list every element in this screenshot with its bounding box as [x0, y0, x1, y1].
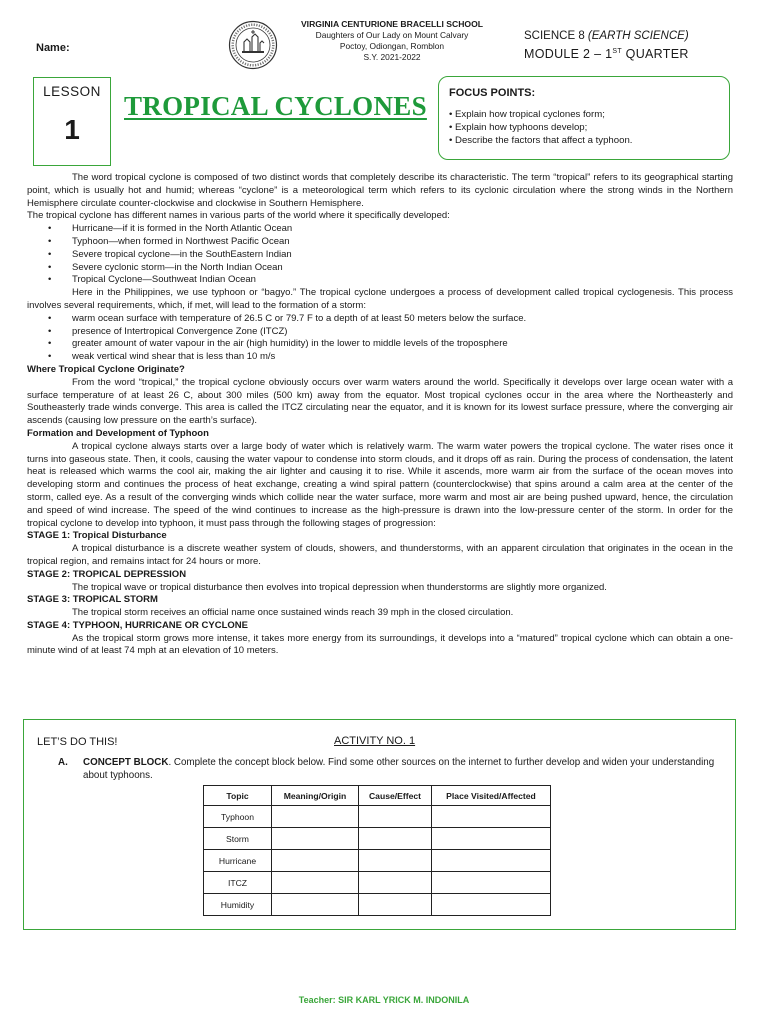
focus-title: FOCUS POINTS:: [449, 87, 536, 99]
focus-points-box: [438, 76, 730, 160]
name-item: • Tropical Cyclone—Southweat Indian Ocean: [27, 274, 733, 287]
concept-block-label: CONCEPT BLOCK: [83, 757, 169, 768]
origin-paragraph: From the word “tropical,” the tropical cyclone obviously occurs over warm waters around the world. Specifically it develops over large ocean water with a surface temperature of at least 26 C, about 300 miles (500 km) away from the equator. Most tropical cyclones occur in the area where the Northeasterly and Southeasterly trade winds converge. This area is called the ITCZ circulating near the equator, and it is known for its lowest surface pressure, where the converging air ascends (causing low pressure on the earth’s surface).: [27, 376, 733, 427]
item-letter: A.: [58, 757, 68, 768]
requirement-item: • warm ocean surface with temperature of 26.5 C or 79.7 F to a depth of at least 50 meters below the surface.: [27, 313, 733, 326]
stage-4-heading: STAGE 4: TYPHOON, HURRICANE OR CYCLONE: [27, 619, 248, 631]
lesson-label: LESSON: [43, 84, 101, 99]
school-seal-icon: [228, 20, 278, 70]
school-header: [282, 19, 502, 63]
stage-3-heading: STAGE 3: TROPICAL STORM: [27, 594, 158, 606]
focus-point: • Describe the factors that affect a typhoon.: [449, 134, 632, 147]
lesson-box: [33, 77, 111, 166]
lets-do-this-label: LET’S DO THIS!: [37, 736, 118, 748]
instruction-body: . Complete the concept block below. Find some other sources on the internet to further develop and widen your understanding about typhoons.: [83, 757, 715, 781]
answer-cell[interactable]: [272, 828, 359, 850]
activity-instruction: [58, 756, 728, 782]
school-name: VIRGINIA CENTURIONE BRACELLI SCHOOL: [300, 19, 484, 29]
requirement-item: • presence of Intertropical Convergence Zone (ITCZ): [27, 326, 733, 339]
subject-name: SCIENCE 8: [524, 30, 588, 42]
answer-cell[interactable]: [359, 894, 432, 916]
answer-cell[interactable]: [432, 872, 551, 894]
answer-cell[interactable]: [359, 806, 432, 828]
name-item: • Severe cyclonic storm—in the North Indian Ocean: [27, 262, 733, 275]
table-row: [204, 828, 551, 850]
lesson-body: [27, 172, 733, 658]
answer-cell[interactable]: [272, 850, 359, 872]
school-year: S.Y. 2021-2022: [363, 52, 421, 62]
concept-block-table: [203, 785, 551, 916]
stage-2-text: The tropical wave or tropical disturbance then evolves into tropical depression when thunderstorms are slightly more organized.: [72, 581, 607, 593]
formation-paragraph: A tropical cyclone always starts over a large body of water which is relatively warm. The warm water powers the tropical cyclone. The water rises once it turns into gaseous state. Then, it cools, causing the water vapour to condense into storm clouds, and it drops off as rain. During the process of condensation, the latent heat is released which warms the cool air, making the air lighter and causing it to rise. While it ascends, more warm air from the surface of the ocean moves into developing storm and continues the process of heat exchange, creating a wind spiral pattern (counterclockwise) that spins around a calm area at the center of the storm, called eye. As a result of the converging winds which collide near the water surface, more warm and most air are being pushed upward, hence, the circulation and speed of wind increase. The speed of the wind continues to increase as the high-pressure is drawn into the low-pressure center of the storm. In order for the tropical cyclone to develop into typhoon, it must pass through the following stages of progression:: [27, 440, 733, 529]
focus-point: • Explain how typhoons develop;: [449, 121, 632, 134]
teacher-footer: Teacher: SIR KARL YRICK M. INDONILA: [298, 995, 470, 1005]
topic-cell: Hurricane: [204, 850, 272, 872]
philippines-paragraph: Here in the Philippines, we use typhoon or “bagyo.” The tropical cyclone undergoes a process of development called tropical cyclogenesis. This process involves several requirements, which, if met, will lead to the formation of a storm:: [27, 287, 733, 311]
column-header: Meaning/Origin: [272, 786, 359, 806]
requirement-item: • greater amount of water vapour in the air (high humidity) in the lower to middle levels of the troposphere: [27, 338, 733, 351]
lesson-number: 1: [64, 114, 80, 145]
school-address: Poctoy, Odiongan, Romblon: [339, 41, 445, 51]
formation-heading: Formation and Development of Typhoon: [27, 427, 209, 439]
topic-cell: Typhoon: [204, 806, 272, 828]
focus-list: [449, 108, 632, 147]
lesson-title: TROPICAL CYCLONES: [124, 91, 427, 121]
table-row: [204, 850, 551, 872]
column-header: Cause/Effect: [359, 786, 432, 806]
subject-area: (EARTH SCIENCE): [587, 30, 689, 42]
stage-4-text: As the tropical storm grows more intense, it takes more energy from its surroundings, it develops into a “matured” tropical cyclone which can obtain a one-minute wind of at least 74 mph at an elevation of 10 meters.: [27, 632, 733, 657]
answer-cell[interactable]: [432, 850, 551, 872]
name-label: Name:: [36, 42, 70, 54]
school-congregation: Daughters of Our Lady on Mount Calvary: [315, 30, 469, 40]
subject-block: [524, 28, 689, 62]
answer-cell[interactable]: [272, 806, 359, 828]
answer-cell[interactable]: [272, 894, 359, 916]
activity-title: ACTIVITY NO. 1: [334, 735, 416, 747]
table-row: [204, 872, 551, 894]
answer-cell[interactable]: [272, 872, 359, 894]
answer-cell[interactable]: [432, 894, 551, 916]
intro-paragraph: The word tropical cyclone is composed of two distinct words that completely describe its characteristic. The term “tropical” refers to its geographical starting point, which is usually hot and humid; whereas “cyclone” is a meteorological term which refers to its cyclonic circulation where the strong winds in the Northern Hemisphere circulate counter-clockwise and clockwise in Southern Hemisphere.: [27, 172, 733, 209]
stage-2-heading: STAGE 2: TROPICAL DEPRESSION: [27, 568, 187, 580]
module-quarter: [524, 44, 689, 62]
answer-cell[interactable]: [359, 850, 432, 872]
answer-cell[interactable]: [359, 872, 432, 894]
topic-cell: Storm: [204, 828, 272, 850]
requirement-item: • weak vertical wind shear that is less than 10 m/s: [27, 351, 733, 364]
table-header-row: [204, 786, 551, 806]
quarter-text: QUARTER: [621, 47, 689, 62]
answer-cell[interactable]: [432, 806, 551, 828]
answer-cell[interactable]: [359, 828, 432, 850]
module-text: MODULE 2 – 1: [524, 47, 613, 62]
focus-point: • Explain how tropical cyclones form;: [449, 108, 632, 121]
topic-cell: Humidity: [204, 894, 272, 916]
name-item: • Hurricane—if it is formed in the North Atlantic Ocean: [27, 223, 733, 236]
subject-title: [524, 28, 689, 44]
table-row: [204, 806, 551, 828]
name-item: • Severe tropical cyclone—in the SouthEastern Indian: [27, 249, 733, 262]
name-item: • Typhoon—when formed in Northwest Pacific Ocean: [27, 236, 733, 249]
ordinal-suffix: ST: [612, 48, 622, 55]
stage-1-heading: STAGE 1: Tropical Disturbance: [27, 530, 167, 542]
table-row: [204, 894, 551, 916]
stage-3-text: The tropical storm receives an official name once sustained winds reach 39 mph in the closed circulation.: [72, 607, 514, 619]
topic-cell: ITCZ: [204, 872, 272, 894]
column-header: Topic: [204, 786, 272, 806]
answer-cell[interactable]: [432, 828, 551, 850]
origin-heading: Where Tropical Cyclone Originate?: [27, 363, 185, 375]
names-intro: The tropical cyclone has different names in various parts of the world where it specifically developed:: [27, 210, 450, 222]
column-header: Place Visited/Affected: [432, 786, 551, 806]
stage-1-text: A tropical disturbance is a discrete weather system of clouds, showers, and thunderstorms, with an apparent circulation that originates in the ocean in the tropical region, and remains intact for 24 hours or more.: [27, 543, 733, 567]
instruction-text: [83, 756, 728, 782]
